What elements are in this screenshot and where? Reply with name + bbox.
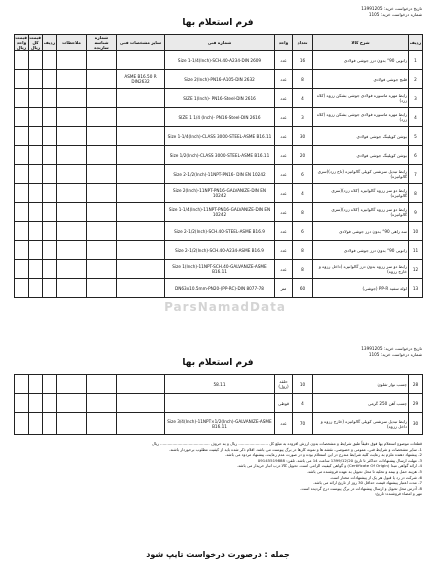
terms-line: 1- سایر مشخصات و شرایط فنی، عمومی و خصوصی، نقشه ها و نمونه کارها در برگ پیوست می باشد. اقلام ذکر شده باید از کیفیت مطلوب برخوردار باشند. (168, 446, 422, 452)
request-number: شماره درخواست خرید: 1105 (368, 12, 422, 17)
terms-line: 8- آدرس محل تحویل و ارسال پیشنهادات در برگ پیوست درج گردیده است. (300, 485, 422, 491)
table-row: 6 بوشن کوپلینگ جوشی فولادی 20 عدد Size 1/2(Inch)-CLASS 3000-STEEL-ASME B16.11 (15, 146, 423, 165)
col-notes: ملاحظات (57, 35, 87, 51)
table-header-row (15, 35, 423, 51)
col-row: ردیف (409, 35, 423, 51)
table-row: 28 چسب نوار تفلون 10 حلقه (رول) 58.11 (15, 375, 423, 394)
terms-block (14, 441, 422, 497)
table-row: 12 رابط دو سر رزوه بدون درز گالوانیزه (داخل رزوه و خارج رزوه) 8 عدد Size 1(Inch)-11NPT-SCH.40-GALVANIZE-ASME B16.11 (15, 260, 423, 279)
inquiry-table (14, 34, 423, 298)
request-date-2: تاریخ درخواست خرید: 13991205 (361, 346, 422, 351)
table-row: 13 لوله سفید PP-R (جوشی) 60 متر DN63x10.5mm-PN20-(PP-RC)-DIN 8077-78 (15, 279, 423, 298)
col-qty: تعداد (293, 35, 313, 51)
table-row: 30 رابط تبدیل سرشتی کوپلی گالوانیزه (خارج رزوه و داخل رزوه) 70 عدد Size 3/4(Inch)-11NPT×1/2(Inch)-GALVANIZE-ASME B16.11 (15, 413, 423, 435)
table-row: 10 سه راهی 90° بدون درز جوشی فولادی 6 عدد Size 2-1/2(Inch)-SCH.40-STEEL-ASME B16.9 (15, 222, 423, 241)
col-item: شرح کالا (313, 35, 409, 51)
col-total: قیمت کل ریال (29, 35, 41, 50)
terms-line: 2- پیشنهاد دهنده ملزم به رعایت کلیه شرایط مندرج در این استعلام بوده و در صورت عدم رعایت، پیشنهاد مردود می باشد. (225, 452, 422, 458)
terms-line: قطعات موضوع استعلام بها فوق دقیقاً طبق شرایط و مشخصات بدون ارزش افزوده به مبلغ کل ........................ ریال و به حروف ........................................ ریال (151, 441, 422, 446)
terms-line: 3- مهلت ارسال پیشنهادات حداکثر تا تاریخ 1399/12/20 ساعت 14 می باشد. تلفن: 09145519888 (257, 457, 422, 463)
terms-line: 5- هزینه حمل و بیمه و تخلیه تا محل تحویل به عهده فروشنده می باشد. (306, 468, 422, 474)
table-row: 5 بوشن کوپلینگ جوشی فولادی 30 عدد Size 1-1/4(Inch)-CLASS 3000-STEEL-ASME B16.11 (15, 127, 423, 146)
table-row: 3 رابط مهره ماسوره فولادی جوشی بشکن رزوه (کلاه زرد) 4 عدد SIZE 1(Inch)- PN16-Steel-DIN 2616 (15, 89, 423, 108)
table-row: 8 رابط دو سر رزوه گالوانیزه (کلاه زرد)(سری گالوانیزه) 4 عدد Size 2(Inch)-11NPT-PN16-GALVANIZE-DIN EN 10242 (15, 184, 423, 203)
page-title: فرم استعلام بها (182, 18, 254, 28)
col-unitprice: قیمت واحد ریال (15, 35, 27, 50)
page-title-2: فرم استعلام بها (182, 358, 254, 368)
terms-line: 6- شرکت در رد یا قبول هر یک از پیشنهادات مختار است. (329, 474, 422, 480)
table-row: 11 زانویی 90° بدون درز جوشی فولادی 8 عدد Size 2-1/2(Inch)-SCH.40-A234-ASME B16.9 (15, 241, 423, 260)
col-part: شماره فنی (165, 35, 275, 51)
table-row: 9 رابط دو سر رزوه گالوانیزه (کلاه زرد)(سری گالوانیزه) 8 عدد Size 1-1/4(Inch)-11NPT-PN16-GALVANIZE-DIN EN 10242 (15, 203, 423, 222)
signature-line: مهر و امضاء فروشنده: تاریخ: (374, 491, 422, 497)
table-row: 4 رابط مهره ماسوره فولادی جوشی بشکن رزوه (کلاه زرد) 3 عدد SIZE 1 1/4 (Inch)- PN16-Steel-DIN 2616 (15, 108, 423, 127)
col-spec: سایر مشخصات فنی (117, 35, 165, 51)
col-maker: شماره شناسه سازنده (87, 35, 117, 51)
inquiry-table-2 (14, 374, 423, 435)
table-row: 1 زانویی 90° بدون درز جوشی فولادی 16 عدد Size 1-1/4(Inch)-SCH.40-A234-DIN 2609 (15, 51, 423, 70)
table-row: 7 رابط تبدیل سرشتی کوپلی گالوانیزه (تاج زرد)(سری گالوانیزه) 6 عدد Size 2-1/2(Inch)-11NPT-PN16- DIN EN 10242 (15, 165, 423, 184)
request-date: تاریخ درخواست خرید: 13991205 (361, 6, 422, 11)
col-unit: واحد (275, 35, 293, 51)
table-row: 2 فلنج جوشی فولادی 8 عدد Size 2(Inch)-PN16-A105-DIN 2632 ASME B16.50 R DIN2632 (15, 70, 423, 89)
request-number-2: شماره درخواست خرید: 1105 (368, 352, 422, 357)
table-row: 29 چسب آهن 250 گرمی 4 قوطی (15, 394, 423, 413)
terms-line: 7- مدت اعتبار پیشنهاد قیمت حداقل 30 روز از تاریخ ارائه می باشد. (312, 480, 422, 486)
terms-line: 4- ارائه گواهی مبدا (Certificate Of Origin) و گواهی کیفیت الزامی است. تحویل کالا درب انبار خریدار می باشد. (236, 463, 422, 469)
col-rowno: ردیف (43, 35, 57, 51)
watermark: ParsNamadData (164, 300, 286, 314)
footer-caption: جمله : درصورت درخواست تایپ شود (146, 550, 290, 559)
